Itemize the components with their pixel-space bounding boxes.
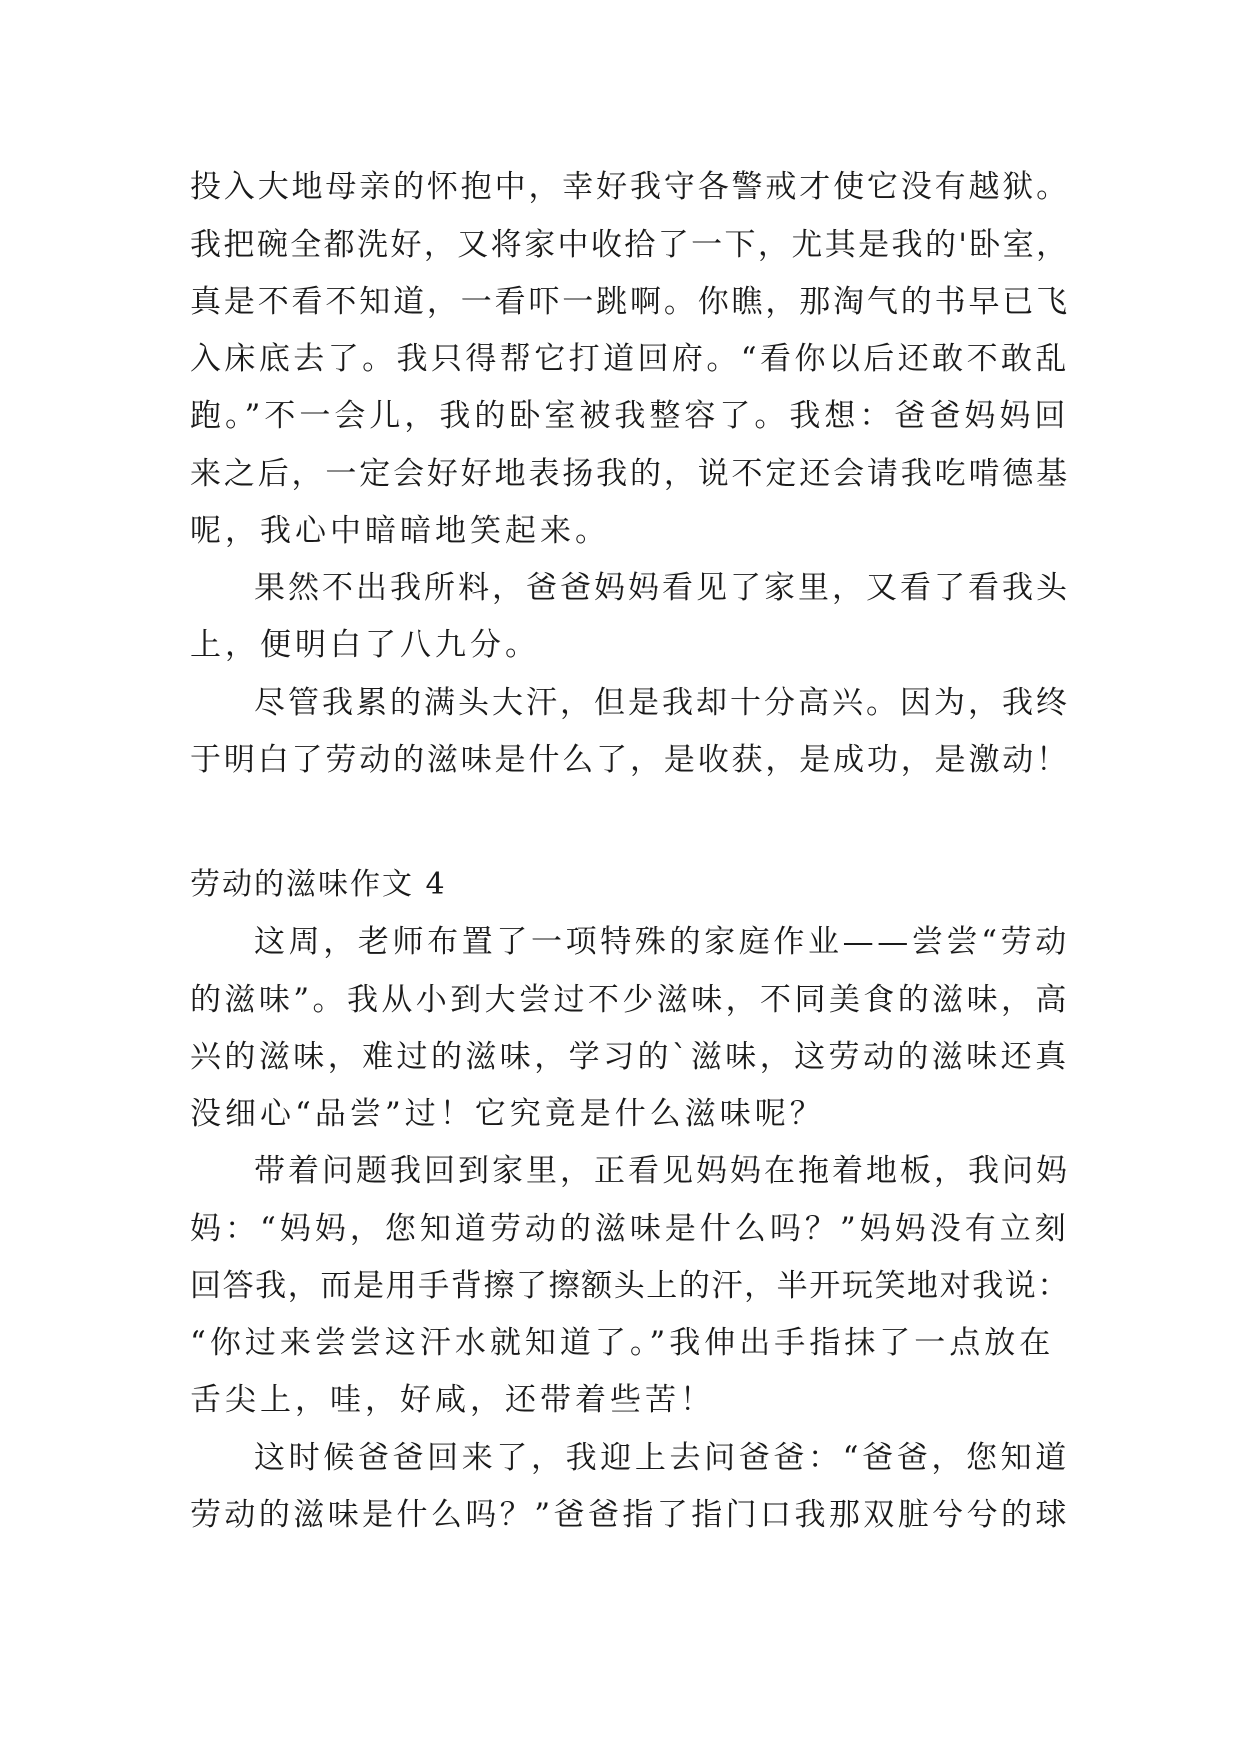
text-line: 兴的滋味，难过的滋味，学习的`滋味，这劳动的滋味还真 xyxy=(190,1039,1070,1075)
text-line: 我把碗全都洗好，又将家中收拾了一下，尤其是我的'卧室， xyxy=(190,227,1070,263)
text-line: 入床底去了。我只得帮它打道回府。“看你以后还敢不敢乱 xyxy=(190,341,1070,377)
text-line: 劳动的滋味是什么吗？”爸爸指了指门口我那双脏兮兮的球 xyxy=(190,1497,1070,1533)
text-line: 的滋味”。我从小到大尝过不少滋味，不同美食的滋味，高 xyxy=(190,982,1070,1018)
text-line: 这周，老师布置了一项特殊的家庭作业——尝尝“劳动 xyxy=(254,924,1070,960)
text-line: 妈：“妈妈，您知道劳动的滋味是什么吗？”妈妈没有立刻 xyxy=(190,1211,1070,1247)
text-line: 于明白了劳动的滋味是什么了，是收获，是成功，是激动！ xyxy=(190,742,1070,778)
text-line: 回答我，而是用手背擦了擦额头上的汗，半开玩笑地对我说： xyxy=(190,1268,1070,1304)
text-line: 尽管我累的满头大汗，但是我却十分高兴。因为，我终 xyxy=(254,685,1070,721)
text-line: 这时候爸爸回来了，我迎上去问爸爸：“爸爸，您知道 xyxy=(254,1440,1070,1476)
text-line: 果然不出我所料，爸爸妈妈看见了家里，又看了看我头 xyxy=(254,570,1070,606)
text-line: 来之后，一定会好好地表扬我的，说不定还会请我吃啃德基 xyxy=(190,456,1070,492)
text-line: 呢，我心中暗暗地笑起来。 xyxy=(190,513,610,549)
text-line: 真是不看不知道，一看吓一跳啊。你瞧，那淘气的书早已飞 xyxy=(190,284,1070,320)
text-line: 跑。”不一会儿，我的卧室被我整容了。我想：爸爸妈妈回 xyxy=(190,398,1070,434)
text-line: “你过来尝尝这汗水就知道了。”我伸出手指抹了一点放在 xyxy=(190,1325,1055,1361)
essay-heading: 劳动的滋味作文 4 xyxy=(190,867,447,902)
text-line: 舌尖上，哇，好咸，还带着些苦！ xyxy=(190,1382,715,1418)
text-line: 带着问题我回到家里，正看见妈妈在拖着地板，我问妈 xyxy=(254,1153,1070,1189)
text-line: 上，便明白了八九分。 xyxy=(190,627,540,663)
text-line: 投入大地母亲的怀抱中，幸好我守各警戒才使它没有越狱。 xyxy=(190,169,1070,205)
text-line: 没细心“品尝”过！它究竟是什么滋味呢？ xyxy=(190,1096,825,1132)
